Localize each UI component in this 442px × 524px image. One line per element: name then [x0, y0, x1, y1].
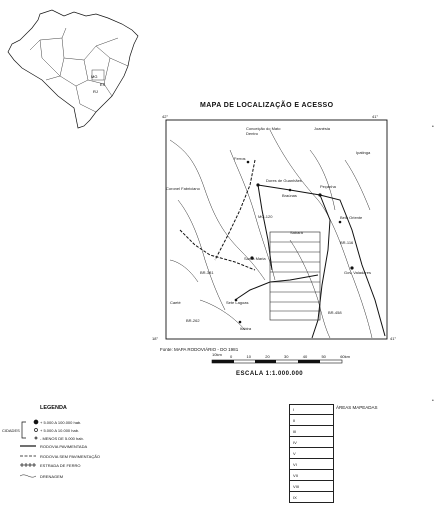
scale-label: ESCALA 1:1.000.000 [236, 371, 304, 377]
place-label-conceicao: Conceição do Mato Dentro [246, 126, 281, 136]
place-label-sabara: Sabará [290, 230, 303, 235]
legend-item-drainage: DRENAGEM [40, 474, 64, 479]
coord-bottom-left: 18° [152, 336, 159, 341]
inset-state-mg: MG [91, 74, 98, 79]
coord-top-left: 42° [162, 114, 169, 119]
place-label-dores: Dores de Guanhães [266, 178, 302, 183]
road-label-br116: BR-116 [340, 240, 354, 245]
legend-item-paved-road: RODOVIA PAVIMENTADA [40, 444, 88, 449]
index-cell: II [289, 415, 334, 426]
place-label-valadares: Gov. Valadares [344, 270, 371, 275]
place-label-braunas: Braúnas [282, 193, 297, 198]
place-label-ferros: Ferros [234, 156, 246, 161]
road-label-br458: BR-458 [328, 310, 342, 315]
inset-state-rj: RJ [93, 89, 98, 94]
index-cell: V [289, 448, 334, 459]
index-cell: III [289, 426, 334, 437]
scale-tick: 30 [283, 354, 289, 359]
index-cell: VI [289, 459, 334, 470]
legend-symbols [20, 420, 38, 477]
legend-item-large-city: + 5.000 A 100.000 hab. [40, 420, 82, 425]
inset-state-es: ES [100, 82, 106, 87]
scale-tick: 0 [230, 354, 233, 359]
place-label-ipatinga: Ipatinga [356, 150, 371, 155]
scale-ticks [230, 354, 350, 359]
place-label-coronel: Coronel Fabriciano [166, 186, 200, 191]
scale-unit: 10km [212, 352, 222, 357]
place-label-belo-oriente: Belo Oriente [340, 215, 363, 220]
legend-title: LEGENDA [40, 405, 67, 411]
page-mark-top: • [432, 124, 434, 130]
legend-item-medium-city: + 5.000 A 10.000 hab. [40, 428, 80, 433]
drainage-network [170, 130, 372, 338]
map-source: Fonte: MAPA RODOVIÁRIO - DO 1981 [160, 347, 239, 352]
scale-tick: 50 [321, 354, 326, 359]
page-mark-bottom: • [432, 398, 434, 404]
place-label-caete: Caeté [170, 300, 181, 305]
state-borders [30, 28, 128, 112]
place-label-itabira: Itabira [240, 326, 252, 331]
place-label-sete-lagoas: Sete Lagoas [226, 300, 249, 305]
legend-item-small-city: - MENOS DE 5.000 hab. [40, 436, 84, 441]
coord-top-right: 41° [372, 114, 379, 119]
index-cell: IV [289, 437, 334, 448]
index-cell: I [289, 404, 334, 415]
index-cell: IX [293, 495, 297, 500]
brazil-outline [8, 10, 138, 128]
place-label-joanesia: Joanésia [314, 126, 331, 131]
map-title: MAPA DE LOCALIZAÇÃO E ACESSO [200, 102, 334, 109]
place-label-pecanha: Peçanha [320, 184, 336, 189]
road-label-mg120: MG-120 [258, 214, 273, 219]
place-label-santa-maria: Santa Maria [244, 256, 266, 261]
coord-bottom-right: 41° [390, 336, 397, 341]
index-cell: VII [289, 470, 334, 481]
legend-group-label: CIDADES [2, 428, 20, 433]
scale-bar [212, 360, 342, 363]
legend-item-unpaved-road: RODOVIA SEM PAVIMENTAÇÃO [40, 454, 101, 459]
road-label-br381: BR-381 [200, 270, 214, 275]
scale-tick: 10 [246, 354, 251, 359]
scale-tick: 20 [265, 354, 270, 359]
legend-item-railway: ESTRADA DE FERRO [40, 463, 81, 468]
index-cell: VIII [289, 481, 334, 492]
road-label-br262: BR-262 [186, 318, 200, 323]
scale-tick: 60km [340, 354, 350, 359]
brazil-inset-map [8, 10, 138, 128]
main-map-frame [166, 120, 387, 339]
index-title: ÁREAS MAPEADAS [336, 405, 378, 410]
scale-tick: 40 [302, 354, 308, 359]
